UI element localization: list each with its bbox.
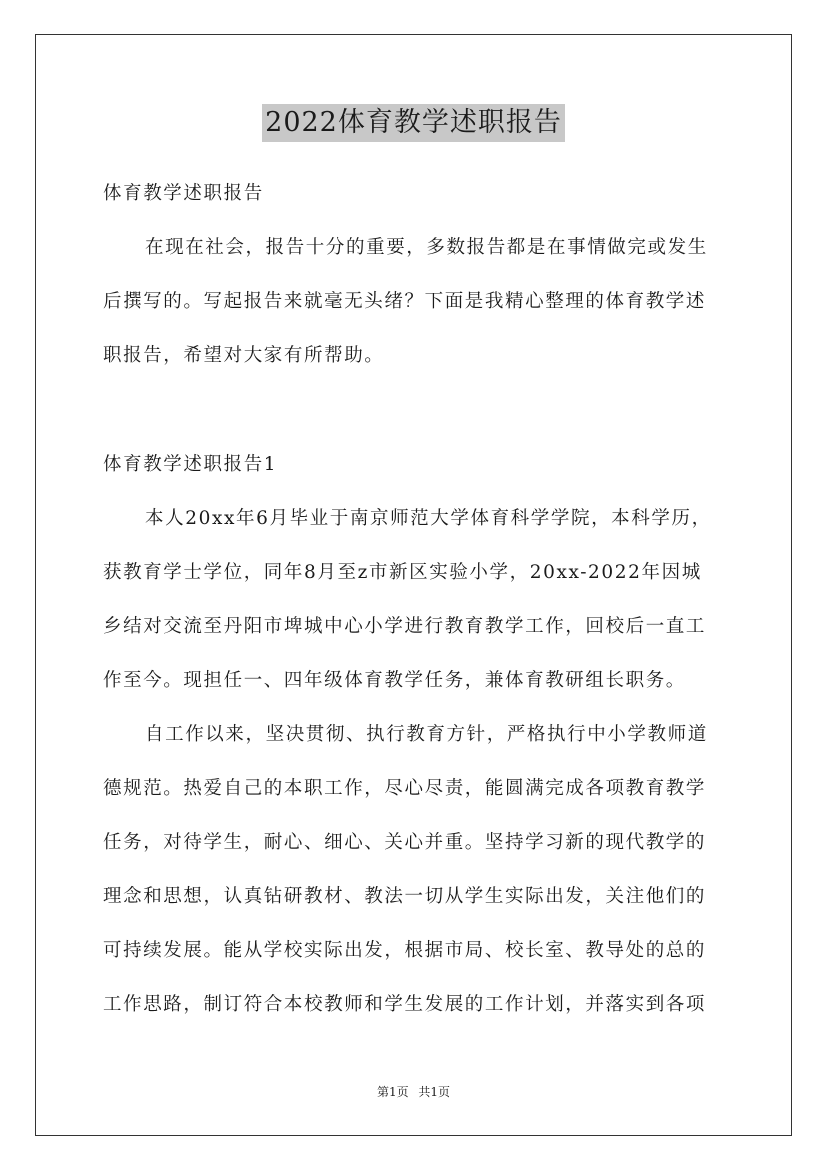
paragraph-line: 德规范。热爱自己的本职工作，尽心尽责，能圆满完成各项教育教学 — [103, 778, 707, 799]
paragraph-line: 任务，对待学生，耐心、细心、关心并重。坚持学习新的现代教学的 — [103, 832, 707, 853]
page-footer — [0, 1084, 827, 1100]
document-title: 2022体育教学述职报告 — [262, 104, 565, 142]
title-wrap — [0, 104, 827, 142]
paragraph-line: 理念和思想，认真钻研教材、教法一切从学生实际出发，关注他们的 — [103, 886, 707, 907]
page-number: 第1页 — [376, 1085, 409, 1099]
paragraph-line: 工作思路，制订符合本校教师和学生发展的工作计划，并落实到各项 — [103, 994, 707, 1015]
section-heading: 体育教学述职报告 — [103, 183, 264, 204]
paragraph-line: 后撰写的。写起报告来就毫无头绪？下面是我精心整理的体育教学述 — [103, 291, 707, 312]
section-heading: 体育教学述职报告1 — [103, 454, 278, 475]
paragraph-line: 乡结对交流至丹阳市埤城中心小学进行教育教学工作，回校后一直工 — [103, 616, 707, 637]
paragraph-line: 自工作以来，坚决贯彻、执行教育方针，严格执行中小学教师道 — [145, 724, 708, 745]
paragraph-line: 可持续发展。能从学校实际出发，根据市局、校长室、教导处的总的 — [103, 940, 707, 961]
paragraph-line: 职报告，希望对大家有所帮助。 — [103, 345, 385, 366]
paragraph-line: 获教育学士学位，同年8月至z市新区实验小学，20xx-2022年因城 — [103, 562, 702, 583]
paragraph-line: 在现在社会，报告十分的重要，多数报告都是在事情做完或发生 — [145, 237, 708, 258]
paragraph-line: 作至今。现担任一、四年级体育教学任务，兼体育教研组长职务。 — [103, 670, 686, 691]
page-total: 共1页 — [418, 1085, 451, 1099]
paragraph-line: 本人20xx年6月毕业于南京师范大学体育科学学院，本科学历， — [145, 508, 712, 529]
